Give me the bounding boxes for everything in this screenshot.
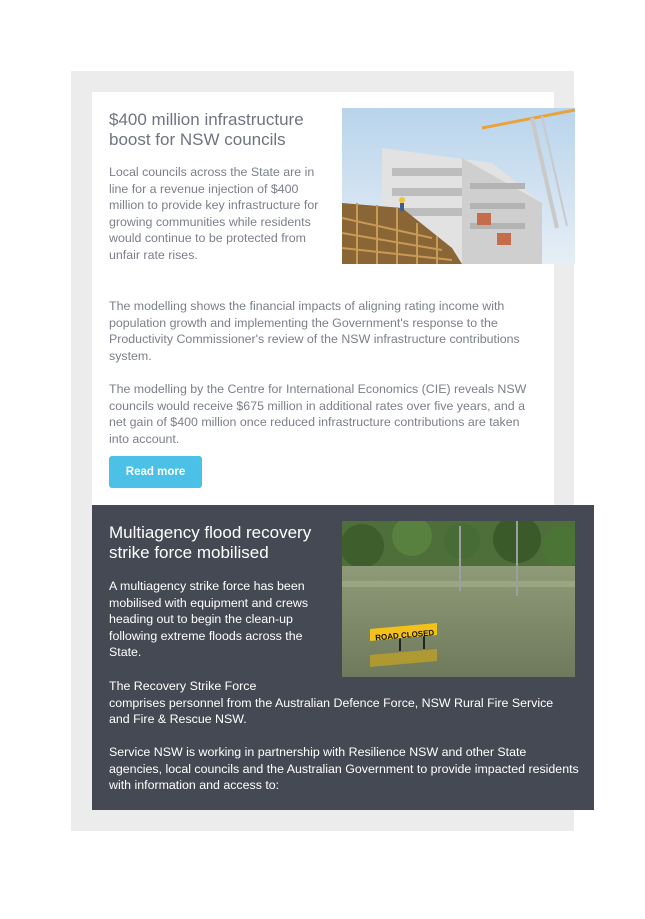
- article-paragraph: Local councils across the State are in line for a revenue injection of $400 million to provide key infrastructure for growing communities while residents would continue to be protected from unfair rate rises.: [109, 165, 319, 262]
- article-title-flood: Multiagency flood recovery strike force mobilised: [109, 523, 312, 562]
- paragraph-line: councils would receive $675 million in additional rates over five years, and a: [109, 398, 525, 413]
- construction-building-photo: [342, 108, 575, 264]
- flooded-road-photo: [342, 521, 575, 677]
- construction-image: [342, 108, 575, 264]
- article-paragraph: [109, 678, 569, 728]
- article-paragraph: A multiagency strike force has been mobilised with equipment and crews heading out to begin the clean-up following extreme floods across the State.: [109, 579, 309, 659]
- flood-image: [342, 521, 575, 677]
- paragraph-line: The Recovery Strike Force: [109, 679, 257, 693]
- article-paragraph: The modelling shows the financial impacts of aligning rating income with population growth and implementing the Government's response to the Productivity Commissioner's review of the NSW infrastructure contributions system.: [109, 299, 520, 363]
- paragraph-line: into account.: [109, 431, 180, 446]
- article-paragraph: [109, 381, 554, 447]
- paragraph-line: The modelling by the Centre for International Economics (CIE) reveals NSW: [109, 382, 527, 396]
- article-paragraph: Service NSW is working in partnership with Resilience NSW and other State agencies, local councils and the Australian Government to provide impacted residents with information and access to:: [109, 745, 579, 792]
- paragraph-line: net gain of $400 million once reduced infrastructure contributions are taken: [109, 415, 520, 429]
- read-more-button[interactable]: Read more: [109, 456, 202, 488]
- road-closed-sign-text: ROAD CLOSED: [374, 628, 435, 643]
- article-title-infrastructure: $400 million infrastructure boost for NSW councils: [109, 110, 304, 149]
- paragraph-line: comprises personnel from the Australian Defence Force, NSW Rural Fire Service and Fire & Rescue NSW.: [109, 695, 554, 726]
